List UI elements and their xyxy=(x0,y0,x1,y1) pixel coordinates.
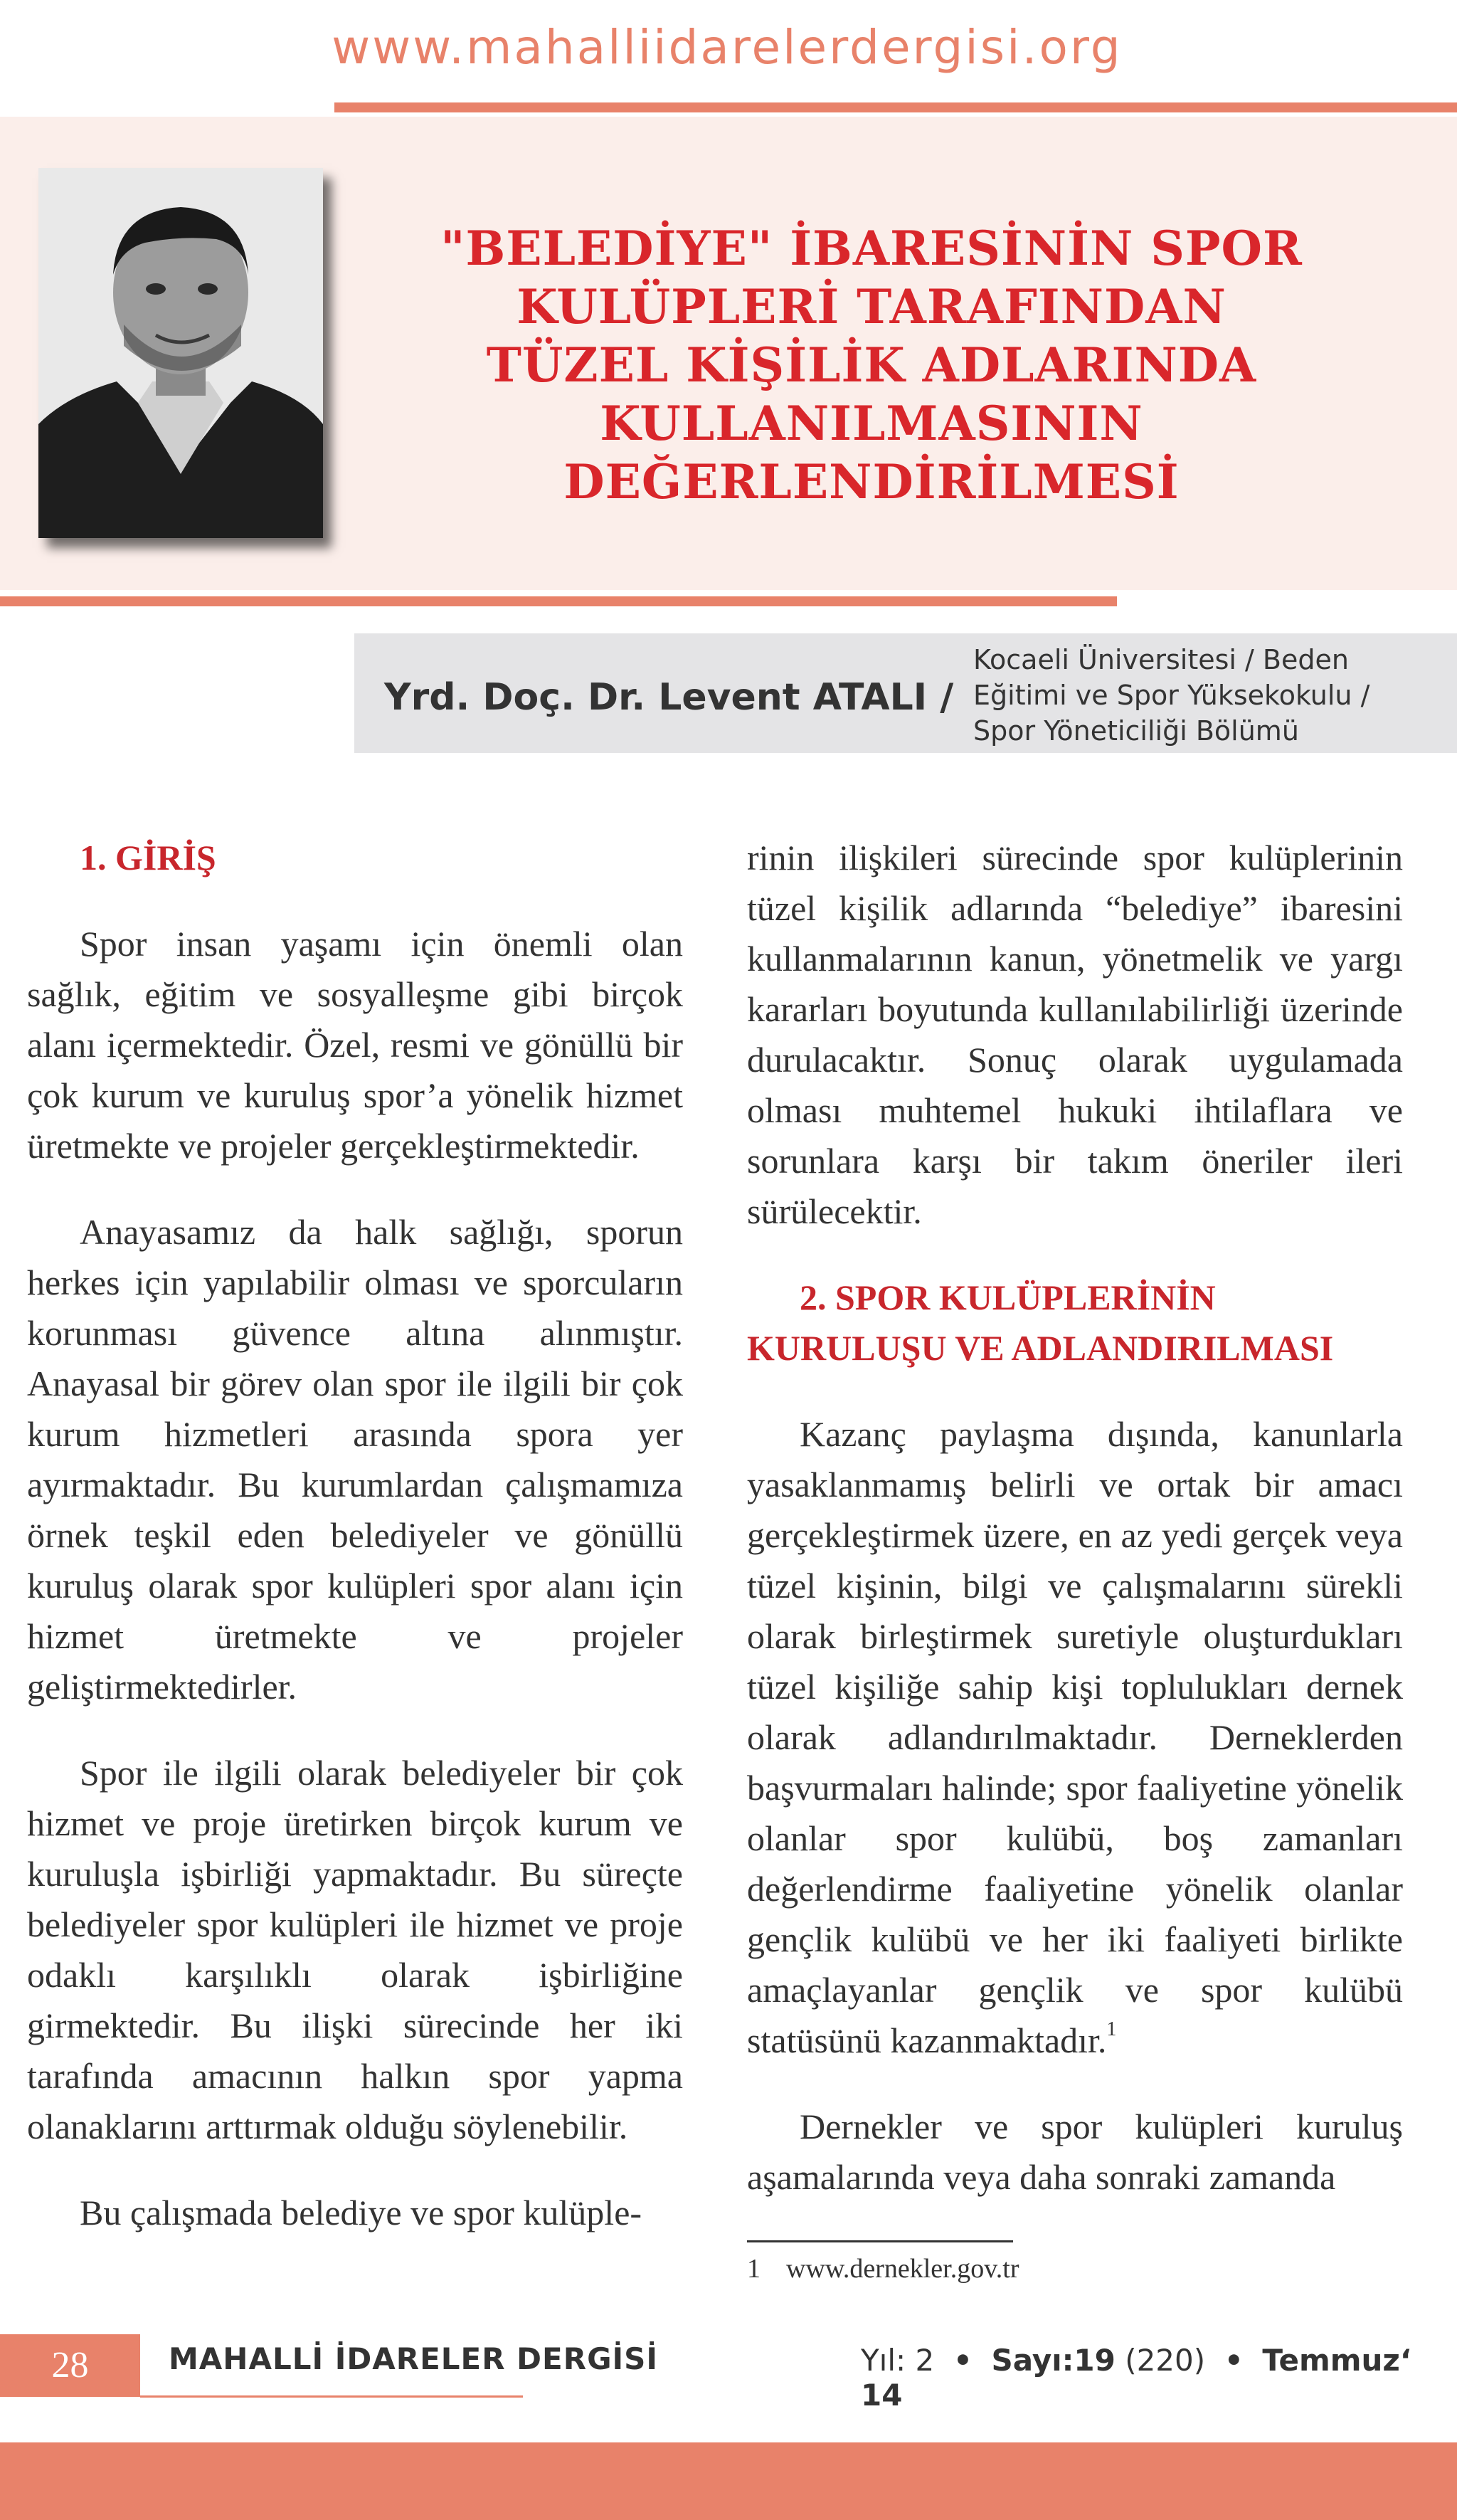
text-column-left xyxy=(27,833,683,2238)
page-number: 28 xyxy=(51,2345,89,2385)
footnote-number: 1 xyxy=(747,2254,761,2284)
top-rule xyxy=(334,102,1457,112)
site-url: www.mahalliidarelerdergisi.org xyxy=(332,20,1123,75)
title-line: KULLANILMASININ xyxy=(600,396,1143,451)
issue-info xyxy=(861,2343,1457,2413)
section-heading-intro: 1. GİRİŞ xyxy=(80,838,216,877)
footnote-text: www.dernekler.gov.tr xyxy=(786,2254,1019,2284)
title-line: DEĞERLENDİRİLMESİ xyxy=(563,454,1180,510)
article-title xyxy=(398,219,1345,511)
affiliation-line: Kocaeli Üniversitesi / Beden xyxy=(973,644,1349,675)
title-line: KULÜPLERİ TARAFINDAN xyxy=(516,279,1226,334)
affiliation-line: Eğitimi ve Spor Yüksekokulu / xyxy=(973,680,1370,711)
section-heading-clubs: 2. SPOR KULÜPLERİNİN xyxy=(800,1277,1216,1317)
paragraph-text: Kazanç paylaşma dışında, kanunlarla yasaklanmamış belirli ve ortak bir amacı gerçekleştirmek üzere, en az yedi gerçek veya tüzel kişinin, bilgi ve çalışmalarını sürekli olarak birleştirmek suretiyle oluşturdukları tüzel kişiliğe sahip kişi toplulukları dernek olarak adlandırılmaktadır. Derneklerden başvurmaları halinde; spor faaliyetine yönelik olanlar spor kulübü, boş zamanları değerlendirme faaliyetine yönelik olanlar gençlik kulübü ve her iki faaliyeti birlikte amaçlayanlar gençlik ve spor kulübü statüsünü kazanmaktadır. xyxy=(747,1414,1403,2060)
paragraph: rinin ilişkileri sürecinde spor kulüplerinin tüzel kişilik adlarında “belediye” ibaresini kullanmalarının kanun, yönetmelik ve yargı kararları boyutunda kullanılabilirliği üzerinde durulacaktır. Sonuç olarak uygulamada olması muhtemel hukuki ihtilaflara ve sorunlara karşı bir takım öneriler ileri sürülecektir. xyxy=(747,838,1403,1231)
title-line: "BELEDİYE" İBARESİNİN SPOR xyxy=(440,221,1303,276)
bullet: • xyxy=(1224,2343,1244,2378)
bottom-band xyxy=(0,2442,1457,2520)
issue-month: Temmuz‘ 14 xyxy=(861,2343,1411,2413)
bullet: • xyxy=(953,2343,973,2378)
affiliation-line: Spor Yöneticiliği Bölümü xyxy=(973,715,1299,747)
year-value: 2 xyxy=(915,2343,935,2378)
text-column-right xyxy=(747,833,1403,2203)
journal-name: MAHALLİ İDARELER DERGİSİ xyxy=(169,2341,659,2376)
issue-label: Sayı: xyxy=(991,2343,1074,2378)
year-label: Yıl: xyxy=(861,2343,906,2378)
issue-value: 19 xyxy=(1074,2343,1116,2378)
paragraph xyxy=(747,1409,1403,2066)
paragraph: Dernekler ve spor kulüpleri kuruluş aşamalarında veya daha sonraki zamanda xyxy=(747,2107,1403,2197)
footer-rule xyxy=(140,2395,523,2398)
title-line: TÜZEL KİŞİLİK ADLARINDA xyxy=(486,337,1257,393)
author-affiliation xyxy=(973,642,1369,749)
author-photo xyxy=(38,168,323,538)
paragraph: Anayasamız da halk sağlığı, sporun herkes için yapılabilir olması ve sporcuların korunması güvence altına alınmıştır. Anayasal bir görev olan spor ile ilgili bir çok kurum hizmetleri arasında spora yer ayırmaktadır. Bu kurumlardan çalışmamıza örnek teşkil eden belediyeler ve gönüllü kuruluş olarak spor kulüpleri spor alanı için hizmet üretmekte ve projeler geliştirmektedirler. xyxy=(27,1212,683,1707)
footnote-ref: 1 xyxy=(1106,2018,1117,2040)
issue-total: (220) xyxy=(1125,2343,1206,2378)
paragraph: Bu çalışmada belediye ve spor kulüple- xyxy=(80,2193,642,2232)
paragraph: Spor insan yaşamı için önemli olan sağlık, eğitim ve sosyalleşme gibi birçok alanı içermektedir. Özel, resmi ve gönüllü bir çok kurum ve kuruluş spor’a yönelik hizmet üretmekte ve projeler gerçekleştirmektedir. xyxy=(27,924,683,1166)
footnote xyxy=(747,2253,1019,2284)
author-name: Yrd. Doç. Dr. Levent ATALI / xyxy=(384,676,954,719)
footnote-rule xyxy=(747,2240,1013,2242)
paragraph: Spor ile ilgili olarak belediyeler bir çok hizmet ve proje üretirken birçok kurum ve kuruluşla işbirliği yapmaktadır. Bu süreçte belediyeler spor kulüpleri ile hizmet ve proje odaklı karşılıklı olarak işbirliğine girmektedir. Bu ilişki sürecinde her iki tarafında amacının halkın spor yapma olanaklarını arttırmak olduğu söylenebilir. xyxy=(27,1753,683,2146)
title-rule xyxy=(0,596,1117,606)
section-heading-clubs-line2: KURULUŞU VE ADLANDIRILMASI xyxy=(747,1328,1334,1368)
author-portrait-image xyxy=(38,168,323,538)
